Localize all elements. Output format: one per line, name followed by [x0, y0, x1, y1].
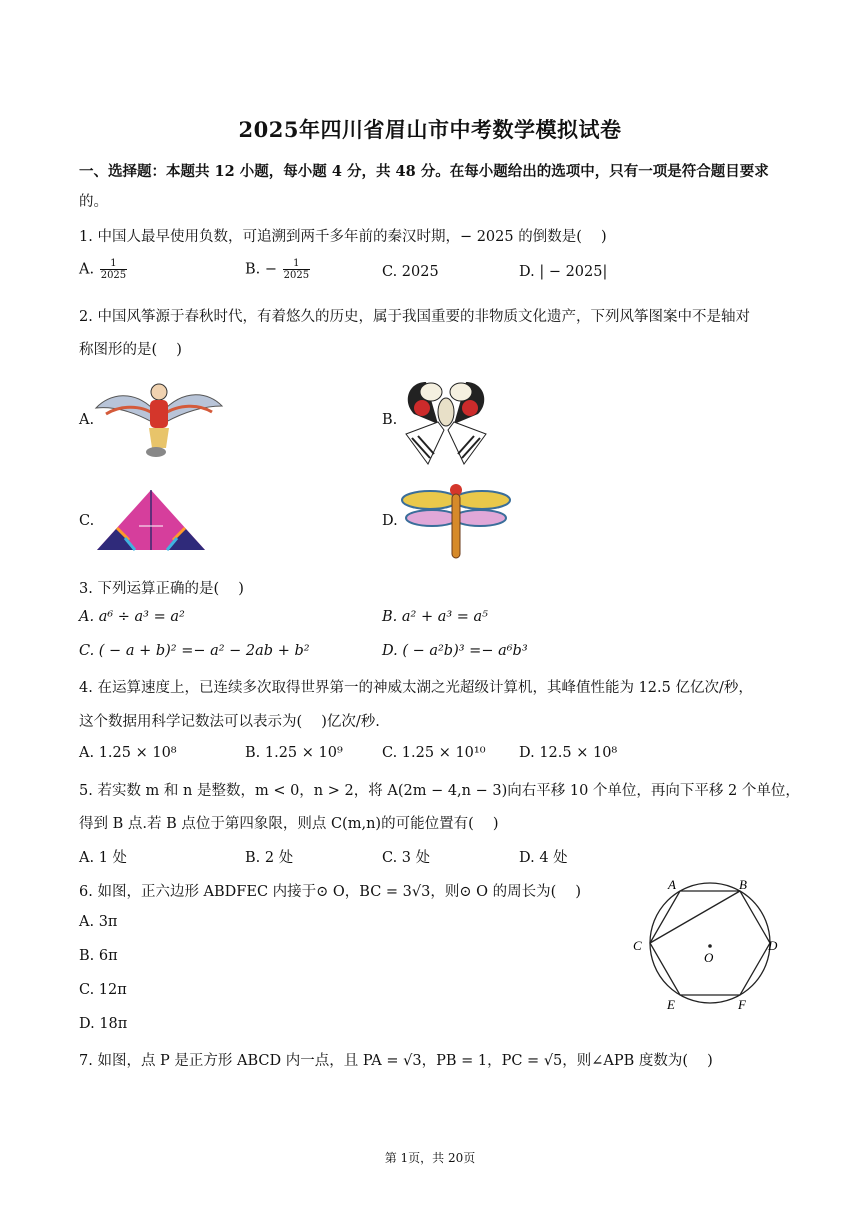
fig-label-o: O — [704, 950, 714, 965]
question-3-stem: 3. 下列运算正确的是( ) — [79, 581, 244, 597]
q2-option-b: B. — [382, 412, 398, 428]
section-heading-cont: 的。 — [79, 194, 108, 210]
question-2-stem-line2: 称图形的是( ) — [79, 342, 182, 358]
q1-option-a-fraction — [100, 258, 127, 281]
fig-label-b: B — [739, 877, 747, 892]
question-2-stem-line1: 2. 中国风筝源于春秋时代，有着悠久的历史，属于我国重要的非物质文化遗产，下列风筝图案中不是轴对 — [79, 309, 750, 325]
q1-option-a-label: A. — [79, 261, 95, 278]
q6-option-d: D. 18π — [79, 1016, 128, 1032]
q1-option-c: C. 2025 — [382, 264, 439, 280]
section-heading: 一、选择题：本题共 12 小题，每小题 4 分，共 48 分。在每小题给出的选项中，只有一项是符合题目要求 — [79, 163, 769, 180]
q4-option-b: B. 1.25 × 10⁹ — [245, 745, 343, 761]
hexagon-circle-figure — [628, 874, 788, 1014]
question-4-stem-line2: 这个数据用科学记数法可以表示为( )亿次/秒. — [79, 714, 380, 730]
q1-option-a — [79, 258, 128, 281]
kite-figure-a — [94, 378, 224, 458]
question-4-stem-line1: 4. 在运算速度上，已连续多次取得世界第一的神威太湖之光超级计算机，其峰值性能为 12.5 亿亿次/秒， — [79, 680, 753, 696]
q1-option-b-fraction — [283, 258, 310, 281]
q6-option-c: C. 12π — [79, 982, 127, 998]
q5-option-c: C. 3 处 — [382, 850, 431, 866]
kite-figure-c — [95, 488, 207, 552]
fig-label-e: E — [667, 997, 675, 1012]
q1-a-num: 1 — [100, 258, 127, 270]
q1-option-b-label: B. − — [245, 261, 278, 278]
q2-option-a: A. — [79, 412, 95, 428]
kite-figure-d — [400, 480, 512, 562]
page-footer: 第 1页，共 20页 — [384, 1151, 476, 1165]
q1-b-den: 2025 — [283, 270, 310, 281]
q4-option-a: A. 1.25 × 10⁸ — [79, 745, 177, 761]
question-5-stem-line1: 5. 若实数 m 和 n 是整数，m < 0，n > 2，将 A(2m − 4,n − 3)向右平移 10 个单位，再向下平移 2 个单位， — [79, 783, 800, 799]
question-1-stem: 1. 中国人最早使用负数，可追溯到两千多年前的秦汉时期，− 2025 的倒数是( ) — [79, 229, 607, 245]
question-7-stem: 7. 如图，点 P 是正方形 ABCD 内一点，且 PA = √3，PB = 1，PC = √5，则∠APB 度数为( ) — [79, 1053, 713, 1069]
q1-a-den: 2025 — [100, 270, 127, 281]
q3-option-b: B. a² + a³ = a⁵ — [382, 609, 488, 625]
q5-option-a: A. 1 处 — [79, 850, 128, 866]
q3-option-c: C. ( − a + b)² =− a² − 2ab + b² — [79, 643, 310, 659]
q6-option-a: A. 3π — [79, 914, 118, 930]
fig-label-d: D — [768, 938, 778, 953]
q1-option-b — [245, 258, 311, 281]
q4-option-d: D. 12.5 × 10⁸ — [519, 745, 618, 761]
q1-option-d: D. | − 2025| — [519, 264, 608, 280]
fig-label-c: C — [633, 938, 642, 953]
q2-option-d: D. — [382, 513, 398, 529]
page-title: 2025年四川省眉山市中考数学模拟试卷 — [238, 117, 622, 142]
fig-label-a: A — [668, 877, 676, 892]
kite-figure-b — [398, 372, 494, 468]
q1-b-num: 1 — [283, 258, 310, 270]
q5-option-b: B. 2 处 — [245, 850, 294, 866]
q2-option-c: C. — [79, 513, 95, 529]
q3-option-a: A. a⁶ ÷ a³ = a² — [79, 609, 185, 625]
question-6-stem: 6. 如图，正六边形 ABDFEC 内接于⊙ O，BC = 3√3，则⊙ O 的周长为( ) — [79, 884, 582, 900]
q4-option-c: C. 1.25 × 10¹⁰ — [382, 745, 486, 761]
question-5-stem-line2: 得到 B 点.若 B 点位于第四象限，则点 C(m,n)的可能位置有( ) — [79, 816, 499, 832]
q5-option-d: D. 4 处 — [519, 850, 568, 866]
q6-option-b: B. 6π — [79, 948, 118, 964]
fig-label-f: F — [738, 997, 746, 1012]
q3-option-d: D. ( − a²b)³ =− a⁶b³ — [382, 643, 528, 659]
